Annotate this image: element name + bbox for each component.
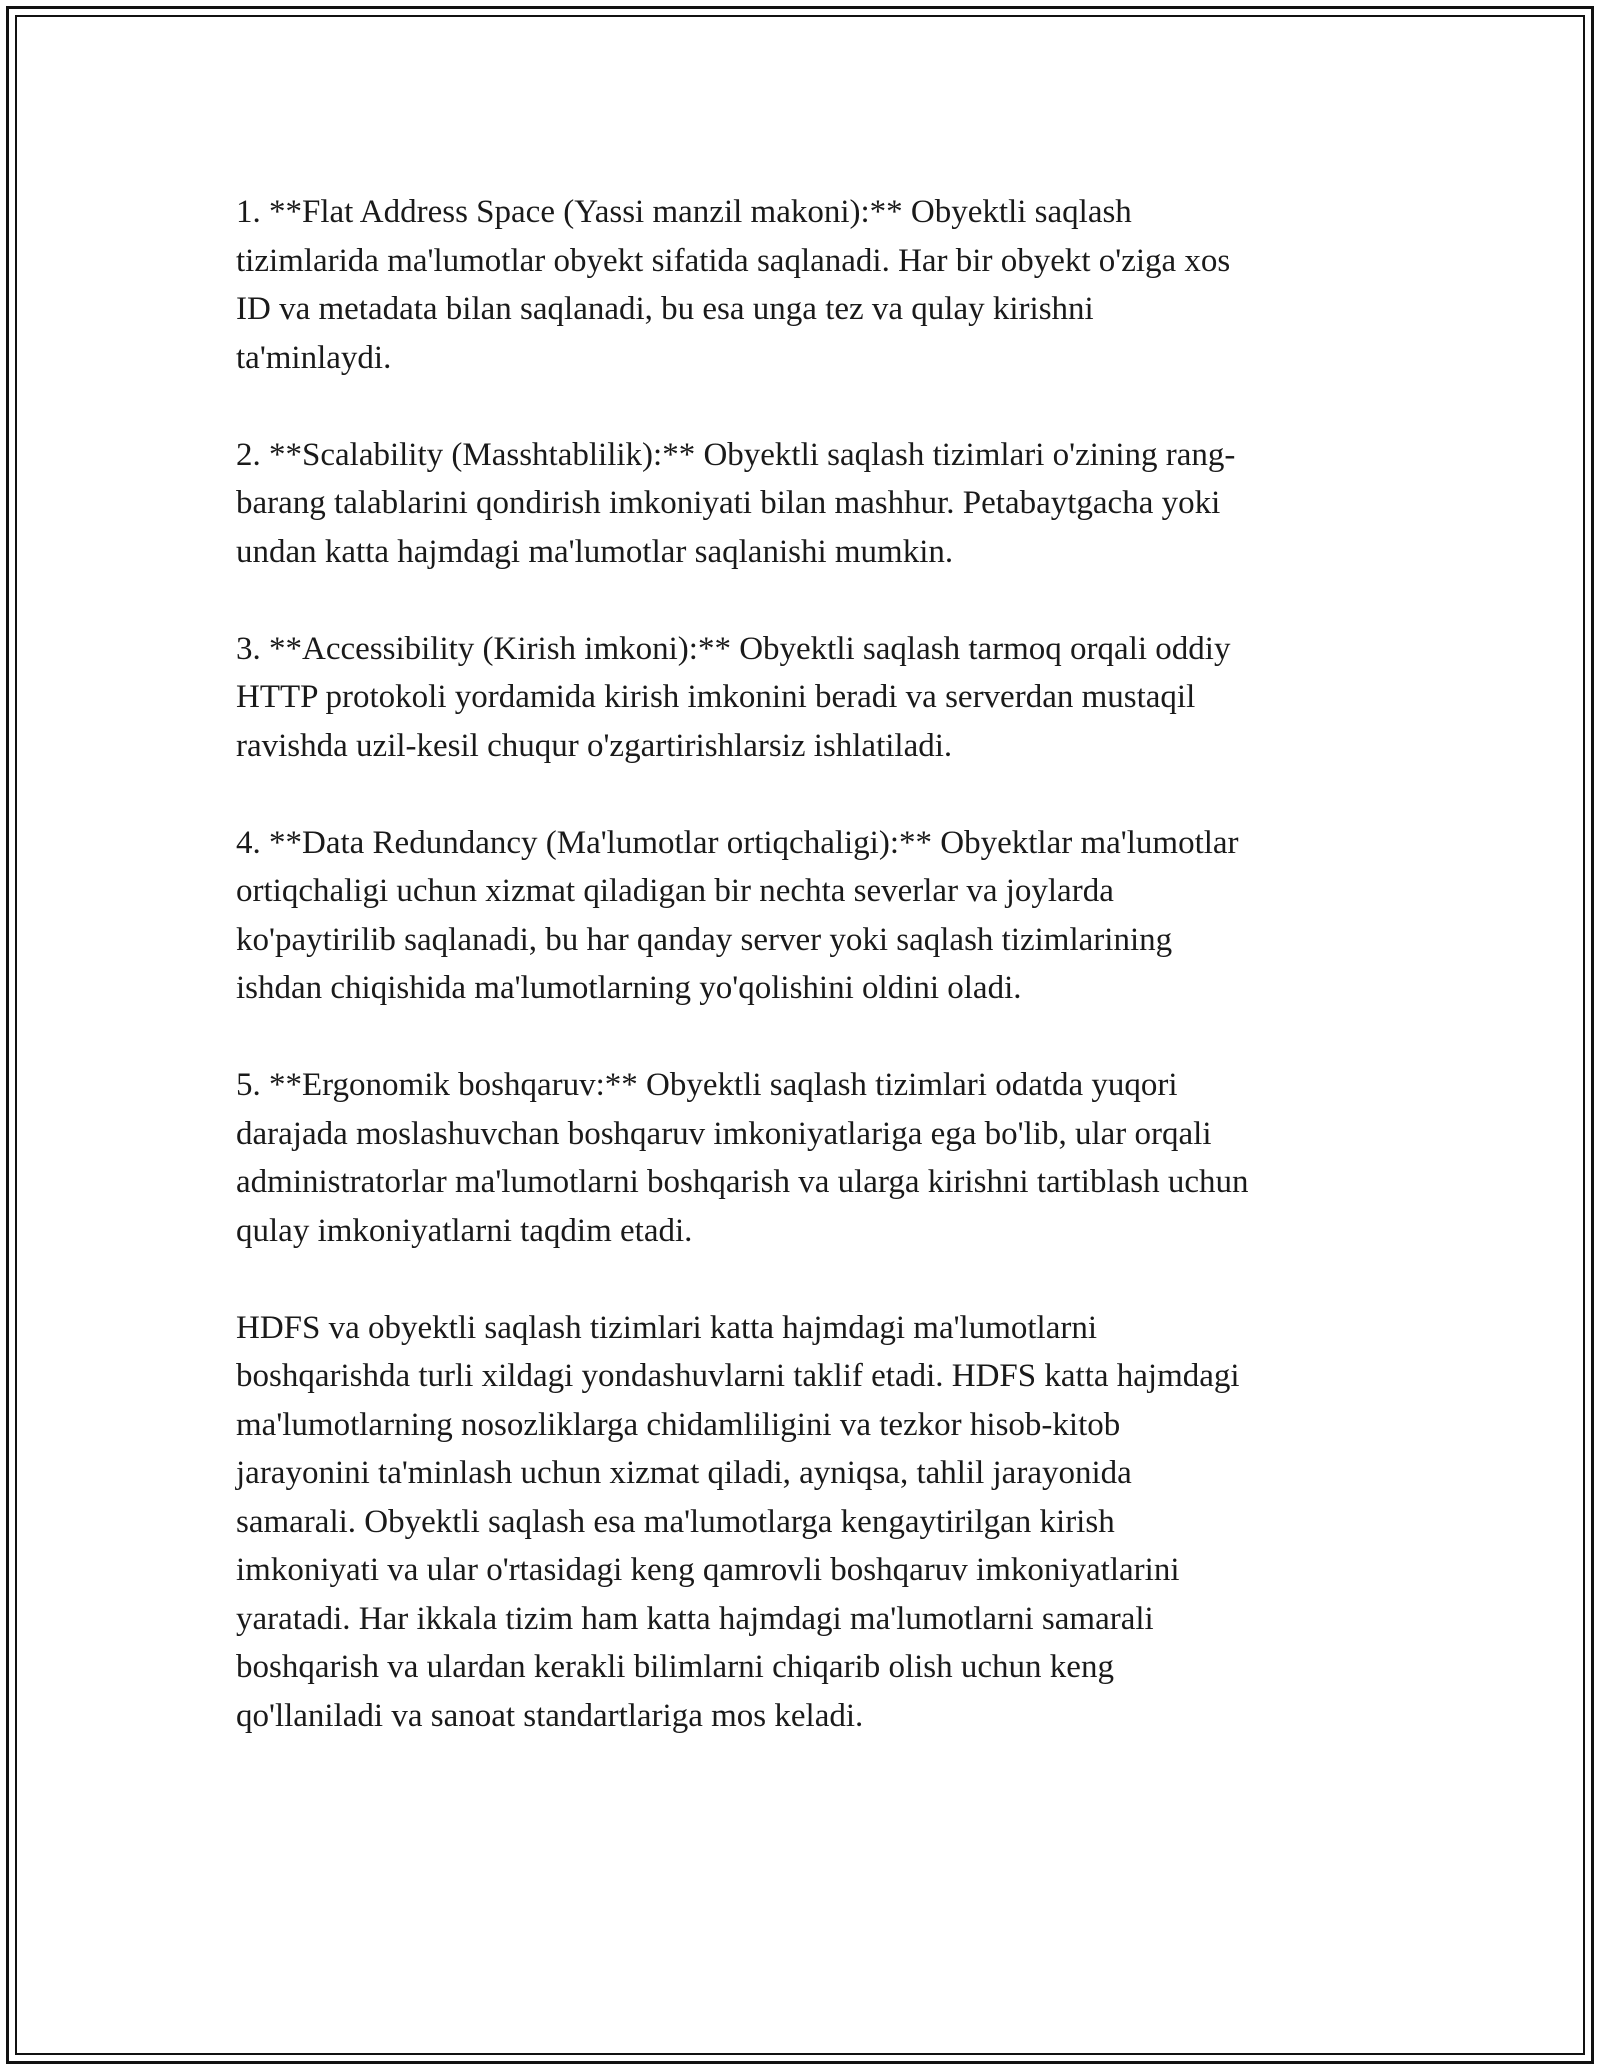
paragraph-accessibility: 3. **Accessibility (Kirish imkoni):** Obyektli saqlash tarmoq orqali oddiy HTTP protokoli yordamida kirish imkonini beradi va serverdan mustaqil ravishda uzil-kesil chuqur o'zgartirishlarsiz ishlatiladi. [236, 630, 1231, 764]
paragraph-flat-address-space: 1. **Flat Address Space (Yassi manzil makoni):** Obyektli saqlash tizimlarida ma'lumotlar obyekt sifatida saqlanadi. Har bir obyekt o'ziga xos ID va metadata bilan saqlanadi, bu esa unga tez va qulay kirishni ta'minlaydi. [236, 194, 1231, 376]
document-body [236, 188, 1386, 1740]
paragraph-scalability: 2. **Scalability (Masshtablilik):** Obyektli saqlash tizimlari o'zining rang- barang talablarini qondirish imkoniyati bilan mashhur. Petabaytgacha yoki undan katta hajmdagi ma'lumotlar saqlanishi mumkin. [236, 436, 1236, 570]
paragraph-ergonomic-management: 5. **Ergonomik boshqaruv:** Obyektli saqlash tizimlari odatda yuqori darajada moslashuvchan boshqaruv imkoniyatlariga ega bo'lib, ular orqali administratorlar ma'lumotlarni boshqarish va ularga kirishni tartiblash uchun qulay imkoniyatlarni taqdim etadi. [236, 1067, 1249, 1249]
paragraph-data-redundancy: 4. **Data Redundancy (Ma'lumotlar ortiqchaligi):** Obyektlar ma'lumotlar ortiqchaligi uchun xizmat qiladigan bir nechta severlar va joylarda ko'paytirilib saqlanadi, bu har qanday server yoki saqlash tizimlarining ishdan chiqishida ma'lumotlarning yo'qolishini oldini oladi. [236, 824, 1239, 1006]
paragraph-conclusion: HDFS va obyektli saqlash tizimlari katta hajmdagi ma'lumotlarni boshqarishda turli xildagi yondashuvlarni taklif etadi. HDFS katta hajmdagi ma'lumotlarning nosozliklarga chidamliligini va tezkor hisob-kitob jarayonini ta'minlash uchun xizmat qiladi, ayniqsa, tahlil jarayonida samarali. Obyektli saqlash esa ma'lumotlarga kengaytirilgan kirish imkoniyati va ular o'rtasidagi keng qamrovli boshqaruv imkoniyatlarini yaratadi. Har ikkala tizim ham katta hajmdagi ma'lumotlarni samarali boshqarish va ulardan kerakli bilimlarni chiqarib olish uchun keng qo'llaniladi va sanoat standartlariga mos keladi. [236, 1309, 1240, 1734]
